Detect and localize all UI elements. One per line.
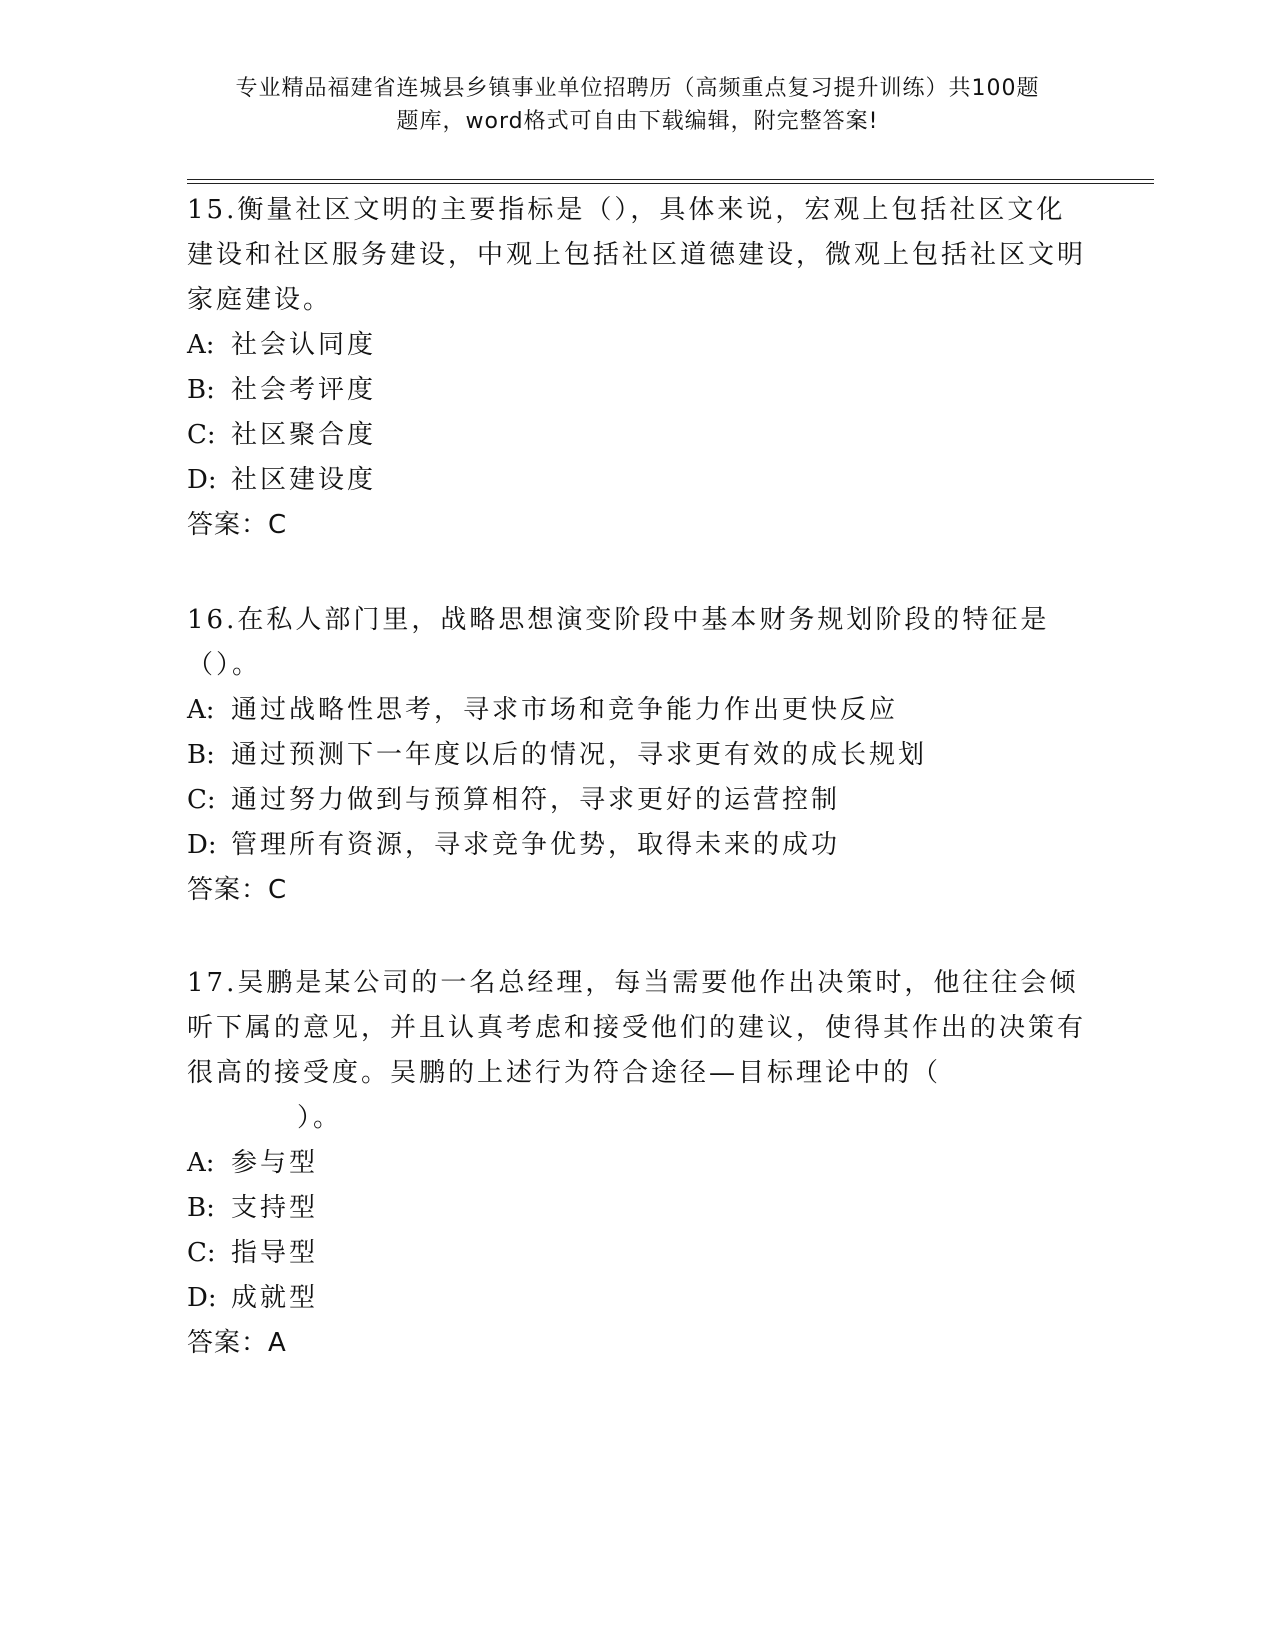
question-stem: 17.吴鹏是某公司的一名总经理，每当需要他作出决策时，他往往会倾听下属的意见，并且认真考虑和接受他们的建议，使得其作出的决策有很高的接受度。吴鹏的上述行为符合途径—目标理论中的（ — [187, 968, 1087, 1088]
question-16 — [187, 598, 1087, 913]
option-text: 社会认同度 — [231, 330, 377, 360]
question-stem: 15.衡量社区文明的主要指标是（），具体来说，宏观上包括社区文化建设和社区服务建设，中观上包括社区道德建设，微观上包括社区文明家庭建设。 — [187, 195, 1087, 315]
header-title-line2: 题库，word格式可自由下载编辑，附完整答案! — [396, 109, 879, 134]
header-divider-bottom — [187, 183, 1154, 184]
stem-tail-text: ）。 — [297, 1103, 343, 1133]
option-d — [187, 458, 1087, 503]
question-stem-tail — [187, 1096, 1087, 1141]
option-text: 通过预测下一年度以后的情况，寻求更有效的成长规划 — [231, 740, 928, 770]
option-text: 社区聚合度 — [231, 420, 377, 450]
option-text: 通过努力做到与预算相符，寻求更好的运营控制 — [231, 785, 841, 815]
answer-line: 答案：C — [187, 510, 288, 540]
option-letter: D: — [187, 465, 217, 495]
option-letter: D: — [187, 1283, 217, 1313]
option-letter: B: — [187, 1193, 215, 1223]
header-divider-top — [187, 179, 1154, 180]
option-c — [187, 413, 1087, 458]
document-header — [0, 72, 1275, 138]
header-title-line1: 专业精品福建省连城县乡镇事业单位招聘历（高频重点复习提升训练）共100题 — [235, 76, 1040, 101]
option-text: 管理所有资源，寻求竞争优势，取得未来的成功 — [231, 830, 841, 860]
option-d — [187, 823, 1087, 868]
option-letter: C: — [187, 1238, 216, 1268]
option-text: 社区建设度 — [231, 465, 377, 495]
question-17 — [187, 961, 1087, 1366]
option-text: 支持型 — [231, 1193, 319, 1223]
option-a — [187, 688, 1087, 733]
option-letter: C: — [187, 785, 216, 815]
option-letter: A: — [187, 330, 215, 360]
option-d — [187, 1276, 1087, 1321]
option-b — [187, 1186, 1087, 1231]
option-letter: C: — [187, 420, 216, 450]
option-text: 参与型 — [231, 1148, 319, 1178]
answer-line: 答案：A — [187, 1328, 287, 1358]
question-stem: 16.在私人部门里，战略思想演变阶段中基本财务规划阶段的特征是（）。 — [187, 605, 1050, 680]
question-15 — [187, 188, 1087, 548]
answer-line: 答案：C — [187, 875, 288, 905]
option-c — [187, 1231, 1087, 1276]
option-b — [187, 368, 1087, 413]
option-text: 成就型 — [231, 1283, 319, 1313]
option-letter: B: — [187, 740, 215, 770]
option-letter: A: — [187, 695, 215, 725]
option-b — [187, 733, 1087, 778]
option-text: 社会考评度 — [231, 375, 377, 405]
option-letter: A: — [187, 1148, 215, 1178]
option-text: 通过战略性思考，寻求市场和竞争能力作出更快反应 — [231, 695, 899, 725]
option-text: 指导型 — [231, 1238, 319, 1268]
option-a — [187, 323, 1087, 368]
option-letter: B: — [187, 375, 215, 405]
option-letter: D: — [187, 830, 217, 860]
option-c — [187, 778, 1087, 823]
option-a — [187, 1141, 1087, 1186]
